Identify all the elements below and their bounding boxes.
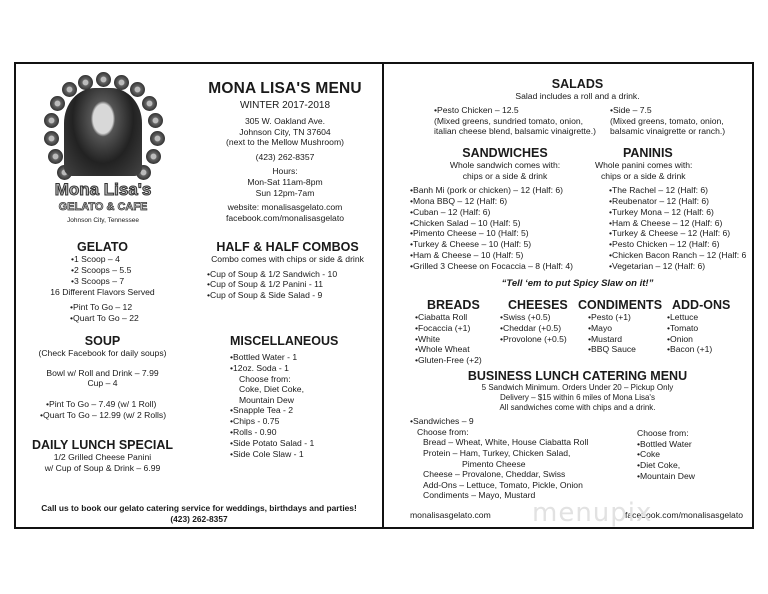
misc-title: MISCELLANEOUS — [230, 334, 339, 348]
item-desc: (Mixed greens, tomato, onion, — [610, 115, 724, 126]
soda-choose: Choose from: — [239, 373, 291, 384]
menu-item: • Pesto Chicken – 12.5 — [434, 105, 596, 116]
catering-protein: Protein – Ham, Turkey, Chicken Salad, — [423, 447, 571, 458]
menu-item: • Ciabatta Roll — [415, 312, 482, 323]
menu-item: • Coke — [637, 449, 695, 460]
menu-item: • Mayo — [588, 323, 662, 334]
menu-item: • Side Potato Salad - 1 — [230, 438, 380, 449]
menu-item: • Pimento Cheese – 10 (Half: 5) — [410, 228, 590, 239]
menu-item: • White — [415, 334, 482, 345]
menu-item: • Bottled Water — [637, 439, 695, 450]
logo-name: Mona Lisa's — [54, 180, 152, 199]
gelato-note: 16 Different Flavors Served — [50, 287, 155, 298]
breads-title: BREADS — [427, 298, 480, 312]
menu-item: • Cuban – 12 (Half: 6) — [410, 207, 590, 218]
condiments-section — [578, 298, 662, 355]
paninis-title: PANINIS — [623, 146, 673, 160]
catering-section — [400, 369, 755, 413]
lunch-special-section — [20, 438, 185, 473]
lunch-special-line1: 1/2 Grilled Cheese Panini — [53, 452, 152, 462]
menu-item: • 3 Scoops – 7 — [71, 276, 185, 287]
catering-note: Delivery – $15 within 6 miles of Mona Lisa's — [500, 393, 655, 402]
catering-addons: Add-Ons – Lettuce, Tomato, Pickle, Onion — [423, 479, 583, 490]
footer-phone: (423) 262-8357 — [170, 513, 228, 524]
season: WINTER 2017-2018 — [239, 100, 331, 111]
logo-subtitle: GELATO & CAFE — [58, 201, 148, 213]
slogan: “Tell ‘em to put Spicy Slaw on it!” — [501, 278, 654, 289]
menu-item: • Mustard — [588, 334, 662, 345]
salads-section — [400, 77, 755, 137]
menu-item: • Provolone (+0.5) — [500, 334, 568, 345]
page-divider — [382, 62, 384, 529]
cheeses-title: CHEESES — [508, 298, 568, 312]
menu-item: • Snapple Tea - 2 — [230, 405, 380, 416]
phone: (423) 262-8357 — [255, 151, 315, 162]
addons-section — [667, 298, 730, 355]
menu-item: • Turkey & Cheese – 12 (Half: 6) — [609, 228, 765, 239]
menu-item: • Rolls - 0.90 — [230, 427, 380, 438]
menu-item: • Vegetarian – 12 (Half: 6) — [609, 261, 765, 272]
menu-item: • Tomato — [667, 323, 730, 334]
soup-bowl: Bowl w/ Roll and Drink – 7.99 — [46, 367, 159, 378]
menu-item: • Bottled Water - 1 — [230, 352, 380, 363]
catering-title: BUSINESS LUNCH CATERING MENU — [467, 369, 688, 383]
menu-item: • 2 Scoops – 5.5 — [71, 265, 185, 276]
drinks-choose: Choose from: — [637, 428, 689, 438]
soda-options: Coke, Diet Coke, — [239, 384, 304, 395]
menu-item: • Cheddar (+0.5) — [500, 323, 568, 334]
soup-note: (Check Facebook for daily soups) — [38, 348, 167, 358]
catering-cheese: Cheese – Provalone, Cheddar, Swiss — [423, 469, 566, 480]
facebook-link[interactable]: facebook.com/monalisasgelato — [226, 212, 344, 223]
mona-lisa-portrait — [64, 88, 142, 176]
menu-item: • Cup of Soup & Side Salad - 9 — [207, 290, 380, 301]
menu-item: • Side Cole Slaw - 1 — [230, 449, 380, 460]
salad-pesto — [434, 105, 596, 137]
lunch-special-title: DAILY LUNCH SPECIAL — [32, 438, 173, 452]
menu-item: • Quart To Go – 12.99 (w/ 2 Rolls) — [40, 410, 185, 421]
menu-item: • Focaccia (+1) — [415, 323, 482, 334]
menu-item: • Lettuce — [667, 312, 730, 323]
lunch-special-line2: w/ Cup of Soup & Drink – 6.99 — [44, 462, 161, 473]
footer-website[interactable]: monalisasgelato.com — [410, 510, 491, 520]
menu-item: • Ham & Cheese – 12 (Half: 6) — [609, 218, 765, 229]
paninis-section — [595, 146, 765, 272]
item-desc: (Mixed greens, sundried tomato, onion, — [434, 115, 584, 126]
address-line1: 305 W. Oakland Ave. — [244, 116, 326, 126]
catering-condiments: Condiments – Mayo, Mustard — [423, 490, 536, 501]
catering-callout: Call us to book our gelato catering service for weddings, birthdays and parties! — [41, 503, 357, 513]
menu-item: • Chicken Bacon Ranch – 12 (Half: 6 — [609, 250, 765, 261]
menu-item: • Mountain Dew — [637, 471, 695, 482]
menu-item: • Sandwiches – 9 — [410, 416, 588, 427]
address-line2: Johnson City, TN 37604 — [239, 126, 331, 137]
menu-item: • Turkey & Cheese – 10 (Half: 5) — [410, 239, 590, 250]
combos-note: Combo comes with chips or side & drink — [211, 254, 364, 264]
menu-item: • Bacon (+1) — [667, 344, 730, 355]
catering-drinks — [637, 428, 695, 482]
sandwiches-section — [410, 146, 590, 272]
addons-title: ADD-ONS — [672, 298, 731, 312]
catering-note: All sandwiches come with chips and a drink. — [499, 403, 656, 412]
menu-item: • Pint To Go – 12 — [70, 302, 185, 313]
salads-title: SALADS — [551, 77, 604, 91]
menu-item: • Quart To Go – 22 — [70, 313, 185, 324]
menu-item: • BBQ Sauce — [588, 344, 662, 355]
menu-item: • 12oz. Soda - 1 — [230, 363, 380, 374]
gelato-title: GELATO — [77, 240, 128, 254]
catering-protein: Pimento Cheese — [462, 458, 526, 469]
item-desc: balsamic vinaigrette or ranch.) — [610, 126, 726, 137]
footer-left — [16, 503, 382, 524]
combos-title: HALF & HALF COMBOS — [216, 240, 359, 254]
menu-item: • Cup of Soup & 1/2 Sandwich - 10 — [207, 269, 380, 280]
soup-cup: Cup – 4 — [87, 378, 118, 389]
menu-item: • The Rachel – 12 (Half: 6) — [609, 185, 765, 196]
salad-side — [610, 105, 725, 137]
combos-section — [195, 240, 380, 301]
menu-item: • Chips - 0.75 — [230, 416, 380, 427]
hours-label: Hours: — [272, 166, 298, 177]
menu-item: • Pesto (+1) — [588, 312, 662, 323]
menu-item: • Reubenator – 12 (Half: 6) — [609, 196, 765, 207]
catering-bread: Bread – Wheat, White, House Ciabatta Roll — [423, 437, 589, 448]
menu-item: • Ham & Cheese – 10 (Half: 5) — [410, 250, 590, 261]
website-link[interactable]: website: monalisasgelato.com — [227, 202, 343, 213]
menu-item: • Onion — [667, 334, 730, 345]
misc-section — [230, 334, 380, 459]
menu-item: • Banh Mi (pork or chicken) – 12 (Half: 6) — [410, 185, 590, 196]
item-desc: italian cheese blend, balsamic vinaigrette.) — [434, 126, 596, 137]
menu-item: • Grilled 3 Cheese on Focaccia – 8 (Half: 4) — [410, 261, 590, 272]
logo-city: Johnson City, Tennessee — [66, 217, 140, 224]
sandwiches-title: SANDWICHES — [462, 146, 548, 160]
menu-item: • Mona BBQ – 12 (Half: 6) — [410, 196, 590, 207]
soda-options: Mountain Dew — [239, 394, 294, 405]
soup-section — [20, 334, 185, 420]
paninis-note: Whole panini comes with: — [595, 160, 693, 170]
menu-item: • Turkey Mona – 12 (Half: 6) — [609, 207, 765, 218]
condiments-title: CONDIMENTS — [578, 298, 663, 312]
menu-item: • Diet Coke, — [637, 460, 695, 471]
sandwiches-note: Whole sandwich comes with: — [449, 160, 561, 170]
hours-weekday: Mon-Sat 11am-8pm — [247, 176, 323, 187]
footer-facebook[interactable]: facebook.com/monalisasgelato — [625, 510, 743, 520]
catering-sandwiches — [410, 416, 588, 501]
page-title: MONA LISA'S MENU — [208, 80, 362, 97]
menu-item: • Swiss (+0.5) — [500, 312, 568, 323]
catering-note: 5 Sandwich Minimum. Orders Under 20 – Pickup Only — [481, 383, 674, 392]
paninis-note: chips or a side & drink — [601, 170, 686, 181]
gelato-section — [20, 240, 185, 324]
menu-item: • Chicken Salad – 10 (Half: 5) — [410, 218, 590, 229]
logo — [34, 70, 172, 230]
header — [190, 80, 380, 223]
menu-item: • Whole Wheat — [415, 344, 482, 355]
menu-item: • Gluten-Free (+2) — [415, 355, 482, 366]
hours-sunday: Sun 12pm-7am — [255, 187, 315, 198]
sandwiches-note: chips or a side & drink — [462, 170, 548, 181]
cheeses-section — [500, 298, 568, 344]
menu-item: • Pesto Chicken – 12 (Half: 6) — [609, 239, 765, 250]
catering-choose: Choose from: — [417, 426, 469, 437]
watermark: menupix — [532, 498, 653, 528]
menu-item: • Cup of Soup & 1/2 Panini - 11 — [207, 279, 380, 290]
address-note: (next to the Mellow Mushroom) — [226, 137, 344, 148]
salads-note: Salad includes a roll and a drink. — [515, 91, 640, 101]
breads-section — [415, 298, 482, 366]
menu-item: • Side – 7.5 — [610, 105, 725, 116]
menu-item: • Pint To Go – 7.49 (w/ 1 Roll) — [46, 399, 185, 410]
menu-item: • 1 Scoop – 4 — [71, 254, 185, 265]
soup-title: SOUP — [84, 334, 121, 348]
